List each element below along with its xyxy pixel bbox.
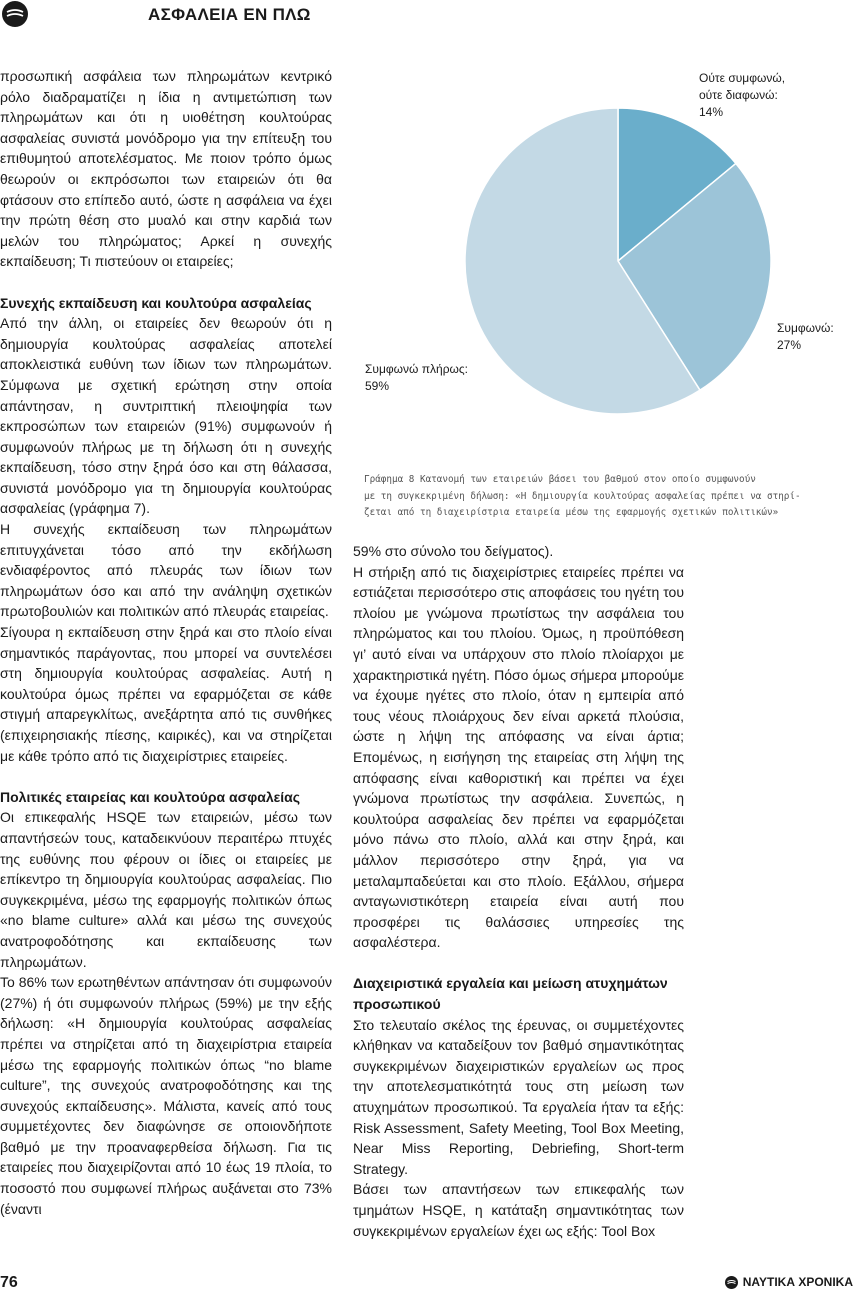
paragraph: Σίγουρα η εκπαίδευση στην ξηρά και στο πλοίο είναι σημαντικός παράγοντας, που μπορεί να συντελέσει στη δημιουργία κουλτούρας ασφαλείας. Αυτή η κουλτούρα όμως πρέπει να εφαρμόζεται σε κάθε στιγμή απαρεγκλίτως, ανεξάρτητα από τις συνθήκες (επιχειρησιακής πίεσης, καιρικές), και να στηρίζεται με κάθε τρόπο από τις διαχειρίστριες εταιρείες. (0, 624, 332, 764)
slice-label-strongly-agree: Συμφωνώ πλήρως: 59% (365, 362, 469, 393)
section-heading-tools: Διαχειριστικά εργαλεία και μείωση ατυχημάτων προσωπικού (353, 975, 668, 1013)
pie-chart (340, 60, 857, 460)
paragraph: Η στήριξη από τις διαχειρίστριες εταιρείες πρέπει να εστιάζεται περισσότερο στις αποφάσεις του ηγέτη του πλοίου με γνώμονα πρωτίστως την ασφάλεια του πληρώματος και του πλοίου. Όμως, η προϋπόθεση γι’ αυτό είναι να υπάρχουν στο πλοίο πλοίαρχοι με χαρακτηριστικά ηγέτη. Πόσο όμως σήμερα μπορούμε να έχουμε ηγέτες στο πλοίο, όταν η εμπειρία από τους νέους πλοιάρχους δεν είναι αρκετά πλούσια, ώστε η λήψη της απόφασης να είναι άρτια; Επομένως, η εισήγηση της εταιρείας στη λήψη της απόφασης είναι καθοριστική και πρέπει να έχει γνώμονα πρωτίστως την ασφάλεια. Συνεπώς, η κουλτούρα ασφαλείας δεν πρέπει να εφαρμόζεται μόνο πάνω στο πλοίο, αλλά και στην ξηρά, και μάλλον περισσότερο στην ξηρά, για να μεταλαμπαδεύεται και στο πλοίο. Εξάλλου, σήμερα ανταγωνιστικότερη εταιρεία είναι αυτή που προσφέρει τις θαλάσσιες υπηρεσίες της ασφαλέστερα. (353, 563, 684, 951)
paragraph: Οι επικεφαλής HSQE των εταιρειών, μέσω των απαντήσεών τους, καταδεικνύουν περαιτέρω πτυχές της ευθύνης που φέρουν οι ίδιες οι εταιρείες με επίκεντρο τη δημιουργία κουλτούρας ασφαλείας. Πιο συγκεκριμένα, μέσω της εφαρμογής πολιτικών όπως «no blame culture» αλλά και μέσω της συνεχούς ανατροφοδότησης και εκπαίδευσης των πληρωμάτων. (0, 809, 332, 970)
section-heading-policies: Πολιτικές εταιρείας και κουλτούρα ασφαλείας (0, 788, 301, 805)
section-heading-training: Συνεχής εκπαίδευση και κουλτούρα ασφαλείας (0, 294, 312, 311)
paragraph: Από την άλλη, οι εταιρείες δεν θεωρούν ότι η δημιουργία κουλτούρας ασφαλείας αποτελεί αποκλειστικά ευθύνη των ίδιων των πληρωμάτων. Σύμφωνα με σχετική ερώτηση στην οποία απάντησαν, η συντριπτική πλειοψηφία των εκπροσώπων των εταιρειών (91%) συμφωνούν ή συμφωνούν πλήρως με τη δήλωση ότι η συνεχής εκπαίδευση, τόσο στην ξηρά όσο και στη θάλασσα, συνιστά μονόδρομο για τη δημιουργία κουλτούρας ασφαλείας (γράφημα 7). (0, 315, 332, 517)
intro-paragraph: προσωπική ασφάλεια των πληρωμάτων κεντρικό ρόλο διαδραματίζει η ίδια η αντιμετώπιση των πληρωμάτων και ότι η υιοθέτηση κουλτούρας ασφαλείας συνιστά μονόδρομο για την επίτευξη του επιθυμητού αποτελέσματος. Με ποιον τρόπο όμως θεωρούν οι εκπρόσωποι των εταιρειών ότι θα φτάσουν στο επίπεδο αυτό, ώστε η ασφάλεια να έχει την πρώτη θέση στο μυαλό και στην καρδιά των μελών του πληρώματος; Αρκεί η συνεχής εκπαίδευση; Τι πιστεύουν οι εταιρείες; (0, 68, 332, 270)
ship-wave-icon (725, 1276, 738, 1289)
paragraph: Βάσει των απαντήσεων των επικεφαλής των τμημάτων HSQE, η κατάταξη σημαντικότητας των συγκεκριμένων εργαλείων έχει ως εξής: Tool Box (353, 1181, 684, 1239)
chart-caption: Γράφημα 8 Κατανομή των εταιρειών βάσει του βαθμού στον οποίο συμφωνούν με τη συγκεκριμένη δήλωση: «Η δημιουργία κουλτούρας ασφαλείας πρέπει να στηρί- ζεται από τη διαχειρίστρια εταιρεία μέσω της εφαρμογής σχετικών πολιτικών» (364, 474, 801, 518)
paragraph: Το 86% των ερωτηθέντων απάντησαν ότι συμφωνούν (27%) ή ότι συμφωνούν πλήρως (59%) με την εξής δήλωση: «Η δημιουργία κουλτούρας ασφαλείας πρέπει να στηρίζεται από τη διαχειρίστρια εταιρεία μέσω της εφαρμογής πολιτικών όπως “no blame culture”, της συνεχούς ανατροφοδότησης και της συνεχούς εκπαίδευσης». Μάλιστα, κανείς από τους συμμετέχοντες δεν διαφώνησε σε οποιονδήποτε βαθμό με την προαναφερθείσα δήλωση. Για τις εταιρείες που διαχειρίζονται από 10 έως 19 πλοία, το ποσοστό που συμφωνεί πλήρως αυξάνεται στο 73% (έναντι (0, 974, 332, 1217)
ship-wave-icon (2, 1, 28, 27)
section-title: ΑΣΦΑΛΕΙΑ ΕΝ ΠΛΩ (148, 5, 311, 24)
page-number: 76 (0, 1274, 18, 1291)
slice-label-agree: Συμφωνώ: 27% (777, 321, 834, 352)
brand-name: ΝΑΥΤΙΚΑ ΧΡΟΝΙΚΑ (742, 1275, 853, 1289)
paragraph: 59% στο σύνολο του δείγματος). (353, 543, 554, 559)
paragraph: Στο τελευταίο σκέλος της έρευνας, οι συμμετέχοντες κλήθηκαν να καταδείξουν τον βαθμό σημαντικότητας συγκεκριμένων διαχειριστικών εργαλείων ως προς την αποτελεσματικότητά τους στη μείωση των ατυχημάτων προσωπικού. Τα εργαλεία ήταν τα εξής: Risk Assessment, Safety Meeting, Tool Box Meeting, Near Miss Reporting, Debriefing, Short-term Strategy. (353, 1016, 684, 1177)
footer-brand (725, 1275, 853, 1289)
right-column (353, 541, 684, 1241)
left-column (0, 66, 332, 1219)
paragraph: Η συνεχής εκπαίδευση των πληρωμάτων επιτυγχάνεται τόσο από την εκδήλωση ενδιαφέροντος από πλευράς των ίδιων των πληρωμάτων όσο και από την ανάληψη σχετικών πρωτοβουλιών και πολιτικών από πλευράς εταιρείας. (0, 521, 332, 620)
slice-label-neutral: Ούτε συμφωνώ, ούτε διαφωνώ: 14% (699, 71, 786, 119)
